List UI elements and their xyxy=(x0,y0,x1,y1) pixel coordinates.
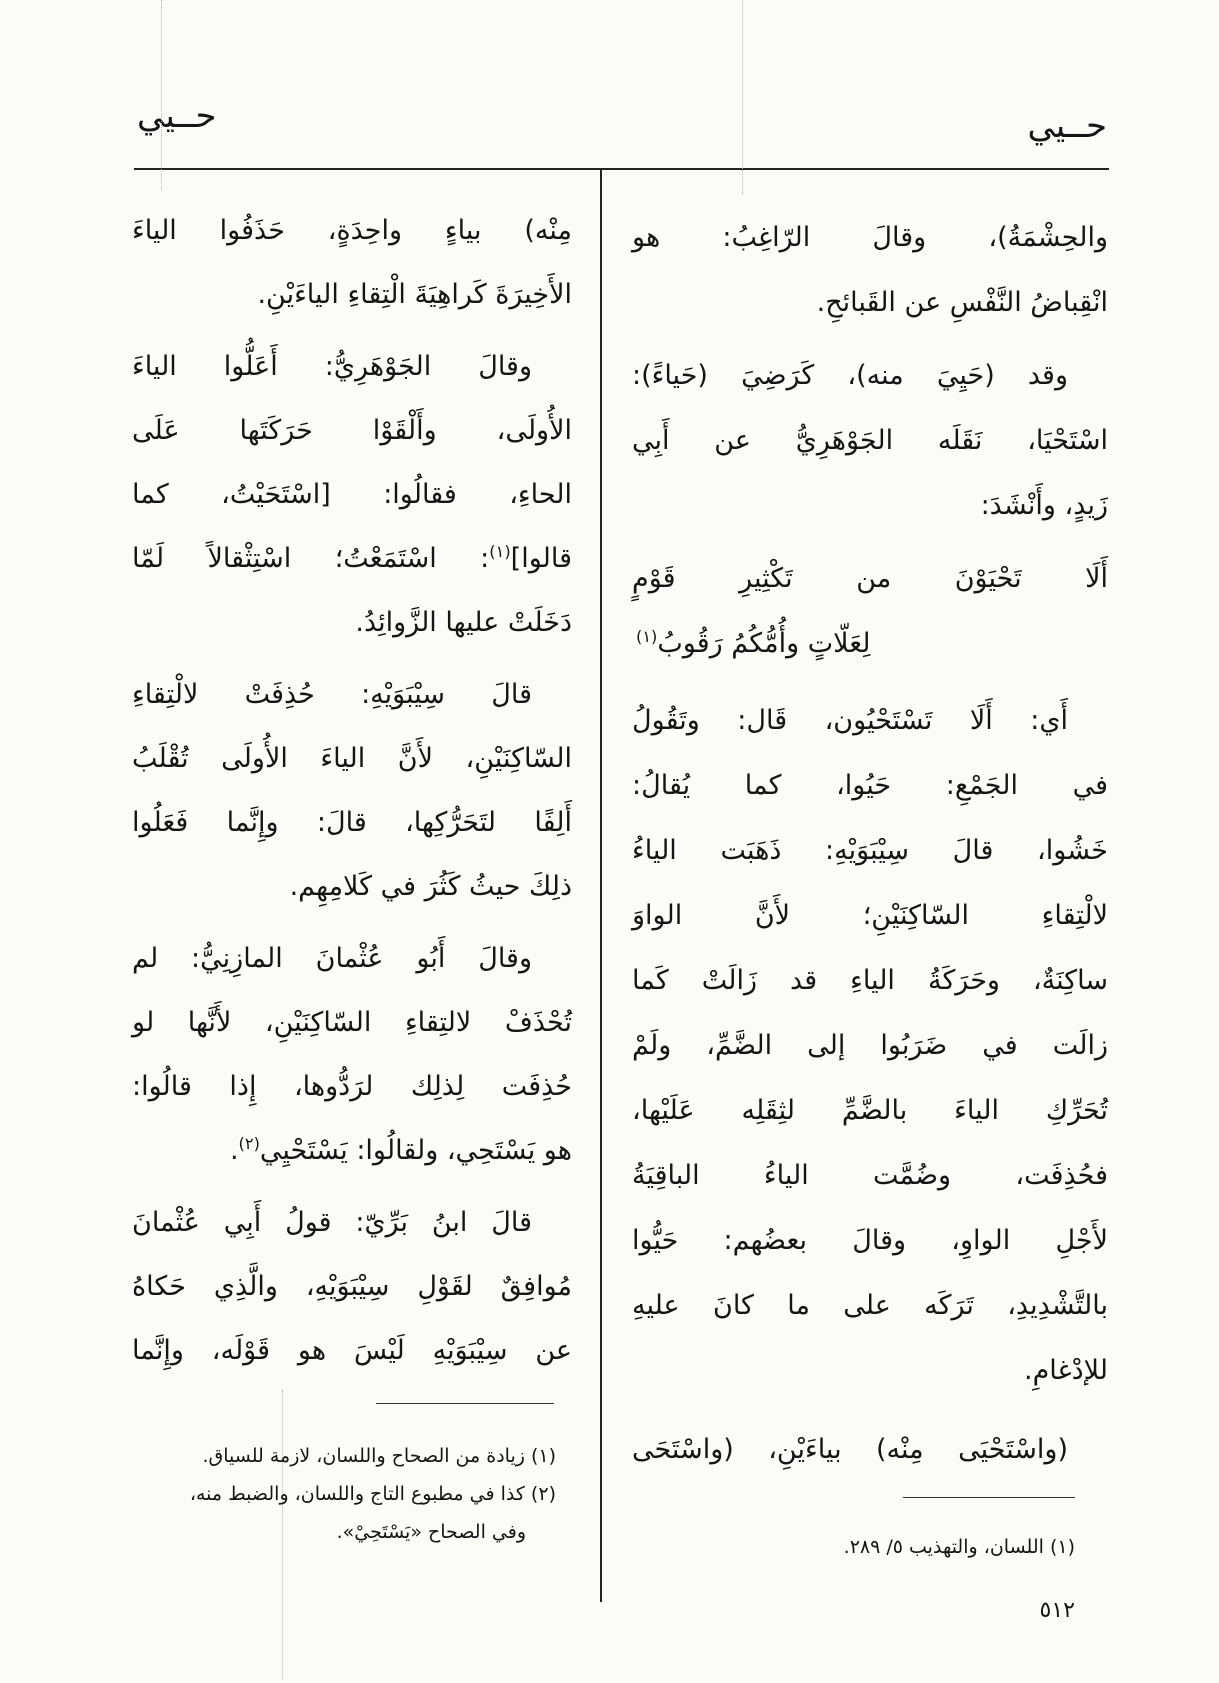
text-line: فحُذِفَت، وضُمَّت الياءُ الباقِيَةُ xyxy=(632,1160,1108,1191)
text-line: دَخَلَتْ عليها الزَّوائِدُ. xyxy=(355,607,572,638)
text-segment: هو يَسْتَحِي، ولقالُوا: يَسْتَحْيِي xyxy=(259,1135,572,1166)
text-line: الحاءِ، فقالُوا: [اسْتَحَيْتُ، كما xyxy=(132,479,572,510)
scan-artifact-line xyxy=(742,0,743,195)
footnote-marker: (١) xyxy=(489,542,511,561)
text-line: أَلِفًا لتَحَرُّكِها، قالَ: وإِنَّما فَعَلُوا xyxy=(132,807,572,838)
column-divider xyxy=(600,168,602,1602)
running-head-right: حــيي xyxy=(1027,106,1107,146)
footnote-continuation: وفي الصحاح «يَسْتَحِيْ». xyxy=(336,1521,526,1543)
text-segment: . xyxy=(229,1135,239,1166)
text-line: الأُولَى، وأَلْقَوْا حَرَكَتَها عَلَى xyxy=(132,415,572,446)
text-line: وقد (حَيِيَ منه)، كَرَضِيَ (حَياءً): xyxy=(632,360,1068,391)
footnote-marker: (١) xyxy=(636,627,658,646)
text-line: لأَجْلِ الواوِ، وقالَ بعضُهم: حَيُّوا xyxy=(632,1225,1108,1256)
header-rule xyxy=(134,168,1109,170)
text-line: قالَ سِيْبَوَيْهِ: حُذِفَتْ لالْتِقاءِ xyxy=(132,679,532,710)
scan-artifact-line xyxy=(161,0,162,190)
right-column xyxy=(632,205,1108,1482)
text-line: للإدْغامِ. xyxy=(1023,1355,1108,1386)
text-line: زالَت في ضَرَبُوا إلى الضَّمِّ، ولَمْ xyxy=(632,1030,1108,1061)
text-line: وقالَ الجَوْهَرِيُّ: أَعَلُّوا الياءَ xyxy=(132,351,532,382)
text-line: والحِشْمَةُ)، وقالَ الرّاغِبُ: هو xyxy=(632,222,1108,253)
text-line xyxy=(132,527,572,591)
text-line xyxy=(132,1119,572,1183)
text-line: انْقِباضُ النَّفْسِ عن القَبائحِ. xyxy=(816,287,1108,318)
running-head-left: حــيي xyxy=(137,96,217,136)
text-line: بالتَّشْدِيدِ، تَرَكَه على ما كانَ عليهِ xyxy=(632,1290,1108,1321)
text-line: أَي: أَلَا تَسْتَحْيُون، قَال: وتَقُولُ xyxy=(632,705,1068,736)
footnote: (١) اللسان، والتهذيب ٥/ ٢٨٩. xyxy=(843,1536,1075,1558)
page-number: ٥١٢ xyxy=(1039,1598,1075,1623)
text-line: وقالَ أَبُو عُثْمانَ المازِنِيُّ: لم xyxy=(132,943,532,974)
text-line: حُذِفَت لِذلِك لرَدُّوها، إِذا قالُوا: xyxy=(132,1071,572,1102)
text-line: عن سِيْبَوَيْهِ لَيْسَ هو قَوْلَه، وإِنَّما xyxy=(132,1335,572,1366)
text-line: الأَخِيرَةَ كَراهِيَةَ الْتِقاءِ الياءَيْنِ. xyxy=(257,279,572,310)
text-line: السّاكِنَيْنِ، لأَنَّ الياءَ الأُولَى تُقْلَبُ xyxy=(132,743,572,774)
verse-second-hemistich xyxy=(632,611,1108,676)
text-line: لالْتِقاءِ السّاكِنَيْنِ؛ لأَنَّ الواوَ xyxy=(632,900,1108,931)
text-line: مُوافِقٌ لقَوْلِ سِيْبَوَيْهِ، والَّذِي حَكاهُ xyxy=(132,1271,572,1302)
text-line: تُحْذَفْ لالتِقاءِ السّاكِنَيْنِ، لأَنَّها لو xyxy=(132,1007,572,1038)
footnote-rule xyxy=(903,1497,1075,1498)
footnote: (١) زيادة من الصحاح واللسان، لازمة للسياق. xyxy=(202,1445,556,1467)
text-line: تُحَرِّكِ الياءَ بالضَّمِّ لثِقَلِه عَلَيْها، xyxy=(632,1095,1108,1126)
footnote: (٢) كذا في مطبوع التاج واللسان، والضبط منه، xyxy=(189,1483,556,1505)
verse-first-hemistich: أَلَا تَحْيَوْنَ من تَكْثِيرِ قَوْمٍ xyxy=(632,563,1108,594)
text-line: مِنْه) بياءٍ واحِدَةٍ، حَذَفُوا الياءَ xyxy=(132,215,572,246)
footnotes-left xyxy=(126,1437,556,1551)
text-line: خَشُوا، قالَ سِيْبَوَيْهِ: ذَهَبَت الياءُ xyxy=(632,835,1108,866)
text-line: زَيدٍ، وأَنْشَدَ: xyxy=(980,490,1108,521)
text-line: ذلِكَ حيثُ كَثُرَ في كَلامِهِم. xyxy=(289,871,572,902)
text-segment: : اسْتَمَعْتُ؛ اسْتِثْقالاً لَمّا xyxy=(132,543,490,574)
text-line: في الجَمْعِ: حَيُوا، كما يُقالُ: xyxy=(632,770,1108,801)
text-line: ساكِنَةٌ، وحَرَكَةُ الياءِ قد زَالَتْ كَما xyxy=(632,965,1108,996)
footnotes-right xyxy=(745,1528,1075,1566)
footnote-marker: (٢) xyxy=(238,1134,260,1153)
verse-text: لِعَلّاتٍ وأُمُّكُمُ رَقُوبُ xyxy=(657,628,871,659)
text-line: اسْتَحْيَا، نَقَلَه الجَوْهَرِيُّ عن أَبِي xyxy=(632,425,1108,456)
text-line: (واسْتَحْيَى مِنْه) بياءَيْنِ، (واسْتَحَى xyxy=(632,1434,1068,1465)
text-line: قالَ ابنُ بَرِّيّ: قولُ أَبِي عُثْمانَ xyxy=(132,1207,532,1238)
text-segment: قالوا] xyxy=(510,543,572,574)
footnote-rule xyxy=(376,1403,554,1404)
left-column xyxy=(132,199,572,1383)
